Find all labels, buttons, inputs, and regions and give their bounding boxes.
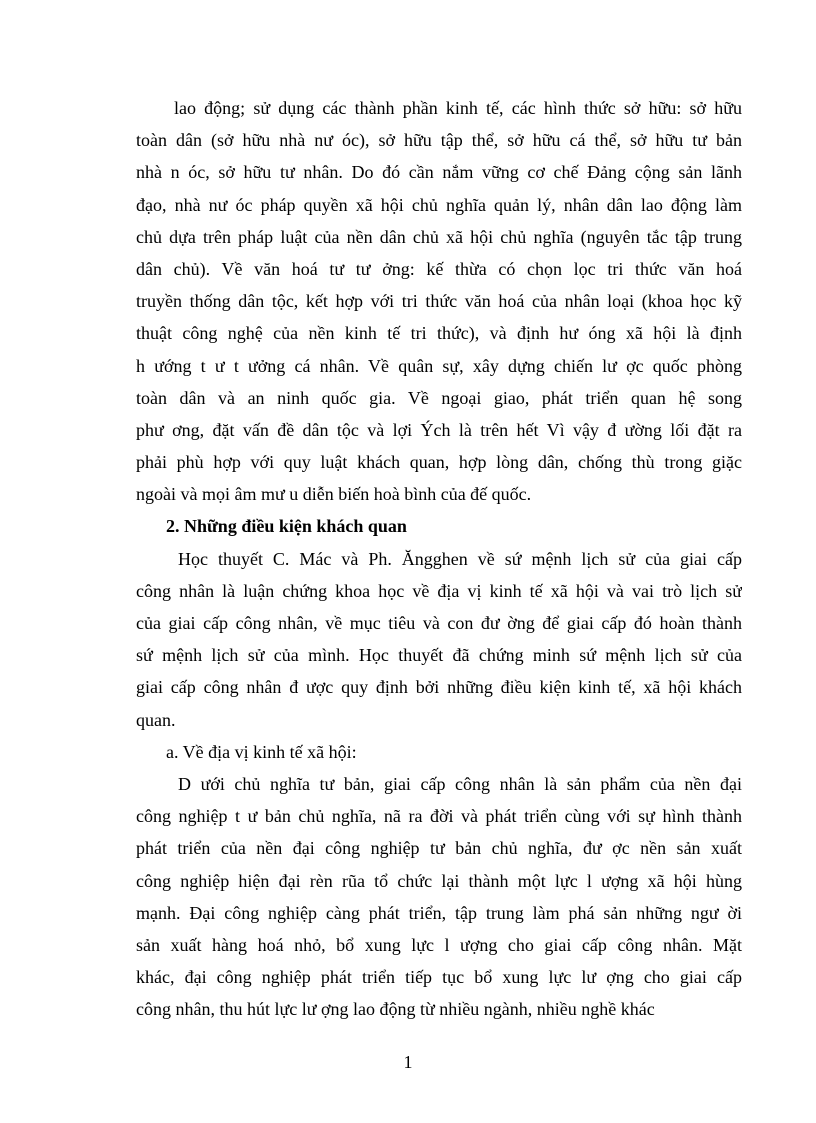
text-line: truyền thống dân tộc, kết hợp với tri thức văn hoá của nhân loại (khoa học kỹ (136, 291, 742, 312)
text-line: Học thuyết C. Mác và Ph. Ăngghen về sứ mệnh lịch sử của giai cấp (178, 548, 742, 569)
text-line: mạnh. Đại công nghiệp càng phát triển, tập trung làm phá sản những ngư ời (136, 902, 742, 923)
text-line: sứ mệnh lịch sử của mình. Học thuyết đã chứng minh sứ mệnh lịch sử của (136, 645, 742, 666)
page-number: 1 (403, 1052, 413, 1072)
text-line: chủ dựa trên pháp luật của nền dân chủ xã hội chủ nghĩa (nguyên tắc tập trung (136, 226, 742, 247)
text-line: phải phù hợp với quy luật khách quan, hợp lòng dân, chống thù trong giặc (136, 452, 742, 473)
text-line: thuật công nghệ của nền kinh tế tri thức), và định hư óng xã hội là định (136, 323, 742, 344)
text-line: công nghiệp hiện đại rèn rũa tổ chức lại thành một lực l ượng xã hội hùng (136, 870, 742, 891)
text-line: D ưới chủ nghĩa tư bản, giai cấp công nhân là sản phẩm của nền đại (178, 773, 742, 794)
text-line: sản xuất hàng hoá nhỏ, bổ xung lực l ượng cho giai cấp công nhân. Mặt (136, 934, 742, 955)
text-line: phát triển của nền đại công nghiệp tư bản chủ nghĩa, đư ợc nền sản xuất (136, 838, 742, 859)
text-line: công nghiệp t ư bản chủ nghĩa, nã ra đời và phát triển cùng với sự hình thành (136, 806, 742, 827)
text-line: công nhân, thu hút lực lư ợng lao động từ nhiều ngành, nhiều nghề khác (136, 999, 655, 1020)
text-line: toàn dân và an ninh quốc gia. Về ngoại giao, phát triển quan hệ song (136, 387, 742, 408)
text-line: đạo, nhà nư óc pháp quyền xã hội chủ nghĩa quản lý, nhân dân lao động làm (136, 194, 742, 215)
text-line: quan. (136, 709, 176, 730)
text-line: phư ơng, đặt vấn đề dân tộc và lợi Ých là trên hết Vì vậy đ ường lối đặt ra (136, 419, 742, 440)
section-heading: 2. Những điều kiện khách quan (166, 516, 407, 537)
text-line: dân chủ). Về văn hoá tư tư ởng: kế thừa có chọn lọc tri thức văn hoá (136, 258, 742, 279)
text-line: lao động; sử dụng các thành phần kinh tế, các hình thức sở hữu: sở hữu (174, 98, 742, 118)
text-line: công nhân là luận chứng khoa học về địa vị kinh tế xã hội và vai trò lịch sử (136, 580, 742, 601)
text-line: ngoài và mọi âm mư u diễn biến hoà bình của đế quốc. (136, 484, 532, 505)
text-line: giai cấp công nhân đ ược quy định bởi những điều kiện kinh tế, xã hội khách (136, 677, 742, 698)
text-line: toàn dân (sở hữu nhà nư óc), sở hữu tập thể, sở hữu cá thể, sở hữu tư bản (136, 130, 742, 151)
text-line: h ướng t ư t ưởng cá nhân. Về quân sự, xây dựng chiến lư ợc quốc phòng (136, 355, 742, 376)
subsection-heading: a. Về địa vị kinh tế xã hội: (166, 741, 357, 762)
text-line: nhà n óc, sở hữu tư nhân. Do đó cần nắm vững cơ chế Đảng cộng sản lãnh (136, 162, 742, 183)
text-line: của giai cấp công nhân, về mục tiêu và con đư ờng để giai cấp đó hoàn thành (136, 613, 742, 633)
body-text (136, 92, 742, 1025)
text-line: khác, đại công nghiệp phát triển tiếp tục bổ xung lực lư ợng cho giai cấp (136, 967, 742, 988)
